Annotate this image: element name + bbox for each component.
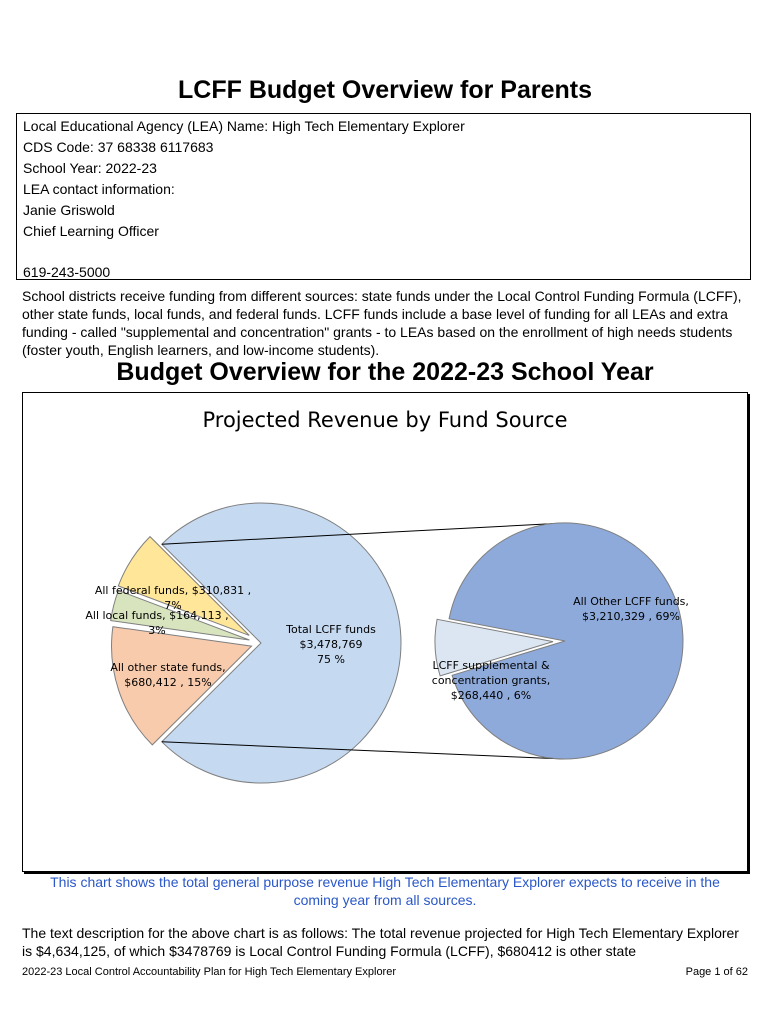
chart-caption: This chart shows the total general purpose revenue High Tech Elementary Explorer expects to receive in the coming year from all sources. (50, 874, 720, 908)
chart-canvas (23, 393, 747, 871)
lea-name: Local Educational Agency (LEA) Name: High Tech Elementary Explorer (23, 118, 465, 134)
label-federal: All federal funds, $310,831 , 7% (94, 584, 252, 612)
contact-phone: 619-243-5000 (23, 264, 111, 280)
revenue-chart (22, 392, 748, 872)
label-local: All local funds, $164,113 , 3% (85, 609, 229, 637)
label-supplemental: LCFF supplemental & concentration grants, $268,440 , 6% (431, 659, 551, 702)
page-title: LCFF Budget Overview for Parents (178, 76, 592, 104)
footer-left: 2022-23 Local Control Accountability Plan for High Tech Elementary Explorer (22, 966, 396, 978)
label-lcff: Total LCFF funds $3,478,769 75 % (286, 623, 376, 666)
footer-page-number: Page 1 of 62 (685, 966, 748, 978)
contact-label: LEA contact information: (23, 181, 175, 197)
chart-title: Projected Revenue by Fund Source (202, 408, 568, 432)
contact-title: Chief Learning Officer (23, 223, 159, 239)
label-other-lcff: All Other LCFF funds, $3,210,329 , 69% (573, 595, 689, 623)
lea-info-box (16, 113, 751, 280)
cds-code: CDS Code: 37 68338 6117683 (23, 139, 214, 155)
label-other-state: All other state funds, $680,412 , 15% (110, 661, 226, 689)
intro-paragraph: School districts receive funding from different sources: state funds under the Local Control Funding Formula (LCFF), other state funds, local funds, and federal funds. LCFF funds include a base level of funding for all LEAs and extra funding - called "supplemental and concentration" grants - to LEAs based on the enrollment of high needs students (foster youth, English learners, and low-income students). (22, 288, 742, 358)
school-year: School Year: 2022-23 (23, 160, 157, 176)
contact-name: Janie Griswold (23, 202, 115, 218)
section-title: Budget Overview for the 2022-23 School Year (116, 358, 654, 386)
chart-description: The text description for the above chart is as follows: The total revenue projected for High Tech Elementary Explorer is $4,634,125, of which $3478769 is Local Control Funding Formula (LCFF), $680412 is other state (22, 925, 739, 959)
